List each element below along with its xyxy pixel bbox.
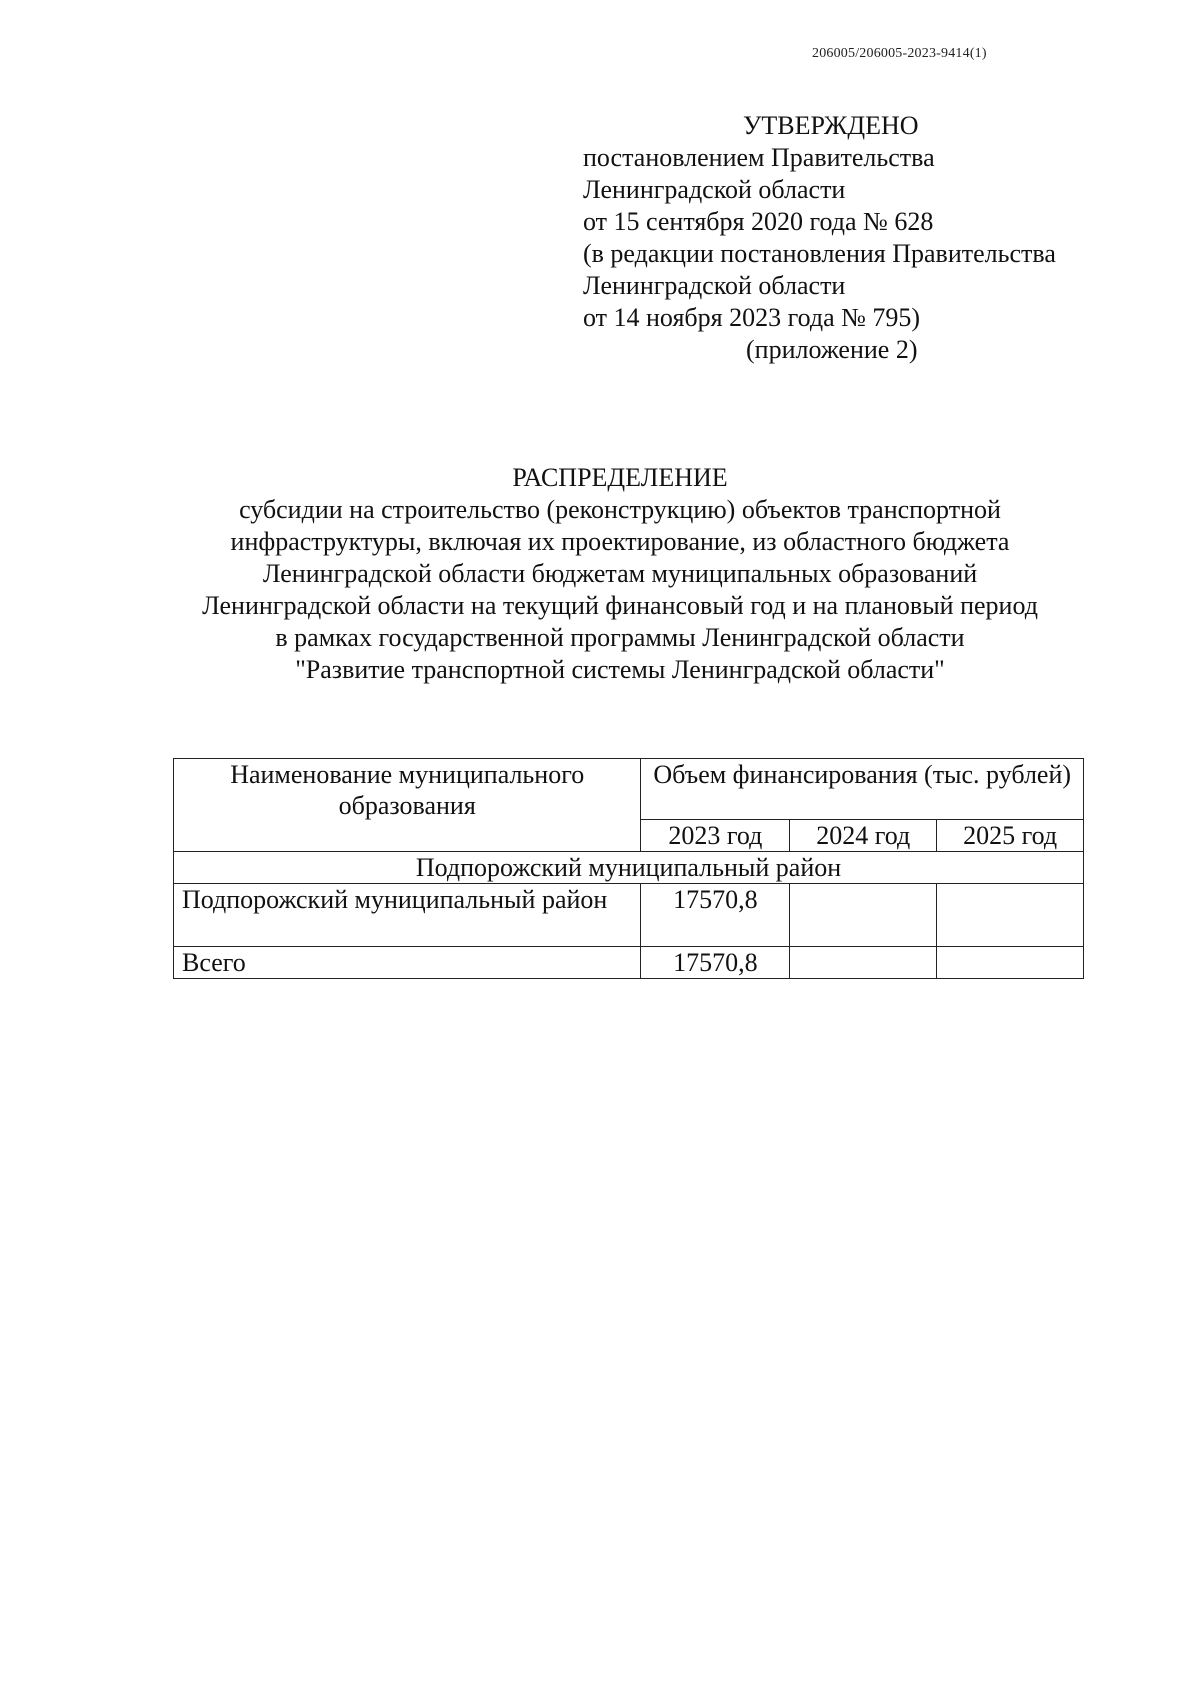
approval-line: постановлением Правительства	[583, 143, 935, 172]
distribution-table	[173, 758, 1084, 979]
header-name-cell: Наименование муниципального образования	[174, 759, 641, 852]
row-value-cell	[937, 884, 1084, 947]
row-value-cell	[937, 947, 1084, 979]
approval-line: Ленинградской области	[583, 175, 846, 204]
document-heading	[150, 462, 1090, 686]
approval-line: от 14 ноября 2023 года № 795)	[583, 303, 921, 332]
approval-line: (в редакции постановления Правительства	[583, 239, 1056, 268]
row-value-cell: 17570,8	[641, 884, 790, 947]
row-value-cell: 17570,8	[641, 947, 790, 979]
heading-line: в рамках государственной программы Ленинградской области	[275, 623, 965, 652]
heading-line: Ленинградской области бюджетам муниципальных образований	[262, 559, 978, 588]
heading-line: субсидии на строительство (реконструкцию) объектов транспортной	[239, 495, 1001, 524]
heading-line: инфраструктуры, включая их проектирование, из областного бюджета	[230, 527, 1010, 556]
section-cell: Подпорожский муниципальный район	[174, 852, 1084, 884]
table-row	[174, 884, 1084, 947]
table-section-row	[174, 852, 1084, 884]
header-year-cell: 2023 год	[641, 820, 790, 852]
heading-line: Ленинградской области на текущий финансовый год и на плановый период	[202, 591, 1038, 620]
table-header-row	[174, 759, 1084, 820]
row-name-cell: Всего	[174, 947, 641, 979]
row-value-cell	[790, 884, 937, 947]
heading-title: РАСПРЕДЕЛЕНИЕ	[512, 463, 728, 492]
row-value-cell	[790, 947, 937, 979]
document-id: 206005/206005-2023-9414(1)	[812, 46, 987, 61]
approval-appendix: (приложение 2)	[746, 335, 918, 364]
header-year-cell: 2024 год	[790, 820, 937, 852]
heading-line: "Развитие транспортной системы Ленинградской области"	[295, 655, 945, 684]
table-total-row	[174, 947, 1084, 979]
approval-title: УТВЕРЖДЕНО	[743, 111, 919, 140]
header-volume-cell: Объем финансирования (тыс. рублей)	[641, 759, 1084, 820]
approval-line: от 15 сентября 2020 года № 628	[583, 207, 934, 236]
approval-line: Ленинградской области	[583, 271, 846, 300]
header-year-cell: 2025 год	[937, 820, 1084, 852]
row-name-cell: Подпорожский муниципальный район	[174, 884, 641, 947]
